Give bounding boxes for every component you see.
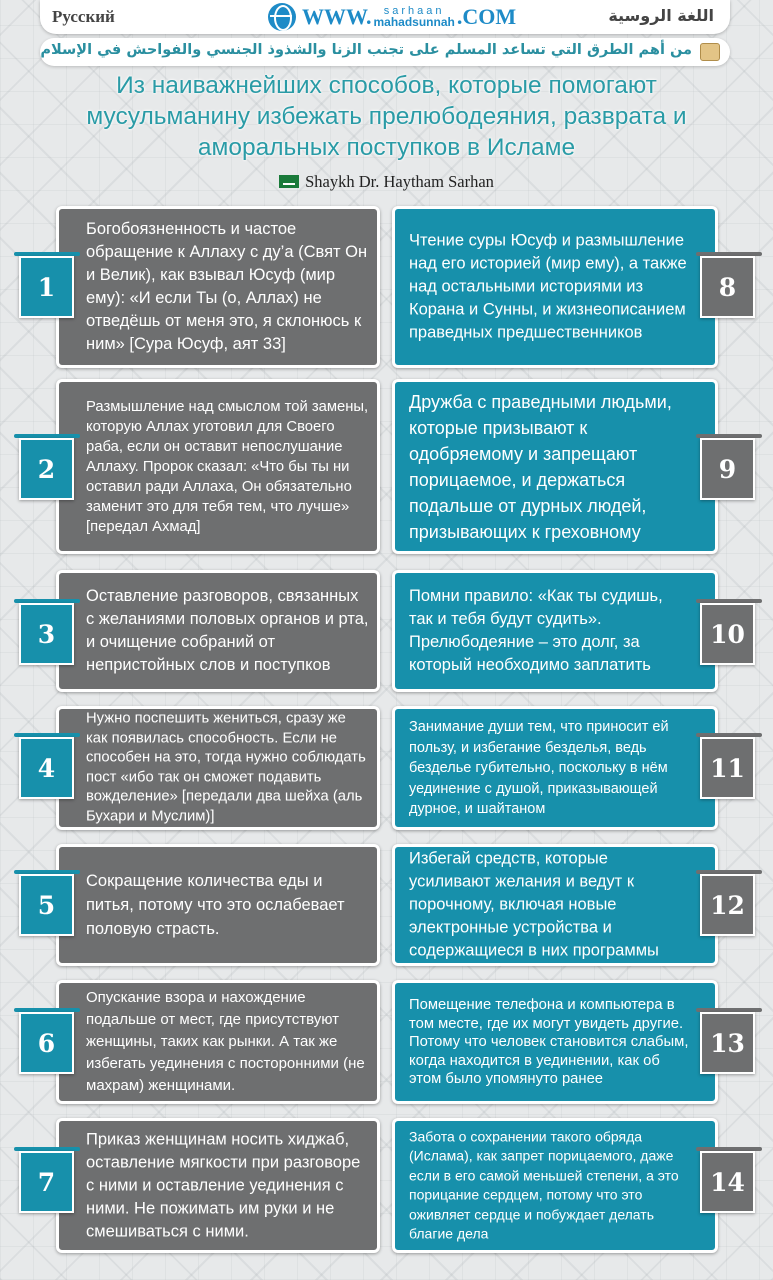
tip-number-10: 10 xyxy=(700,603,755,665)
tip-card-14 xyxy=(392,1118,718,1253)
arabic-title: من أهم الطرق التي تساعد المسلم على تجنب الزنا والشذوذ الجنسي والفواحش في الإسلام xyxy=(40,42,692,58)
tip-number-13: 13 xyxy=(700,1012,755,1074)
top-bar xyxy=(40,0,730,34)
tip-text-4: Нужно поспешить жениться, сразу же как появилась способность. Если не способен на это, тогда нужно соблюдать пост «ибо так он сможет подавить вожделение» [передали два шейха (аль Бухари и Муслим)] xyxy=(86,710,366,824)
tip-number-4: 4 xyxy=(19,737,74,799)
tip-number-14: 14 xyxy=(700,1151,755,1213)
logo-www: WWW. xyxy=(302,4,372,29)
tip-card-8 xyxy=(392,206,718,368)
saudi-flag-icon xyxy=(279,175,299,188)
tip-card-4 xyxy=(56,706,380,830)
tip-card-11 xyxy=(392,706,718,830)
author-name: Shaykh Dr. Haytham Sarhan xyxy=(305,172,494,191)
tip-number-2: 2 xyxy=(19,438,74,500)
tip-number-5: 5 xyxy=(19,874,74,936)
arabic-title-bar xyxy=(40,38,730,66)
tip-card-10 xyxy=(392,570,718,692)
tip-text-12: Избегай средств, которые усиливают желания и ведут к порочному, включая новые электронные устройства и содержащиеся в них программы xyxy=(409,849,659,960)
tip-text-8: Чтение суры Юсуф и размышление над его историей (мир ему), а также над остальными историями из Корана и Сунны, и жизнеописанием праведных предшественников xyxy=(409,231,687,342)
language-label-arabic[interactable]: اللغة الروسية xyxy=(608,6,714,25)
tip-number-8: 8 xyxy=(700,256,755,318)
site-logo[interactable] xyxy=(268,2,516,32)
tip-text-6: Опускание взора и нахождение подальше от мест, где присутствуют женщины, таких как рынки. А так же избегать уединения с посторонними (не махрам) женщинами. xyxy=(86,989,365,1094)
logo-com: .COM xyxy=(456,4,517,29)
language-label-russian[interactable]: Русский xyxy=(52,7,115,26)
tip-text-11: Занимание души тем, что приносит ей пользу, и избегание безделья, ведь безделье губительно, поскольку в нём уединение с душой, приказывающей дурное, и шайтаном xyxy=(409,718,669,817)
tip-number-1: 1 xyxy=(19,256,74,318)
tip-card-7 xyxy=(56,1118,380,1253)
tip-text-10: Помни правило: «Как ты судишь, так и тебя будут судить». Прелюбодеяние – это долг, за который необходимо заплатить xyxy=(409,587,663,674)
tip-card-5 xyxy=(56,844,380,966)
tip-number-7: 7 xyxy=(19,1151,74,1213)
tip-number-9: 9 xyxy=(700,438,755,500)
tip-text-13: Помещение телефона и компьютера в том месте, где их могут увидеть другие. Потому что человек становится слабым, когда находится в уединении, как об этом было упомянуто ранее xyxy=(409,996,689,1087)
author-line xyxy=(0,172,773,192)
tip-card-12 xyxy=(392,844,718,966)
tip-number-6: 6 xyxy=(19,1012,74,1074)
tip-card-2 xyxy=(56,379,380,554)
tip-card-3 xyxy=(56,570,380,692)
tip-text-9: Дружба с праведными людьми, которые призывают к одобряемому и запрещают порицаемое, и держаться подальше от дурных людей, призывающих к греховному xyxy=(409,391,672,542)
logo-sarhaan: sarhaan xyxy=(383,5,445,17)
scroll-icon xyxy=(700,43,720,61)
logo-names xyxy=(373,6,454,28)
tip-text-2: Размышление над смыслом той замены, которую Аллах уготовил для Своего раба, если он оставит непослушание Аллаху. Пророк сказал: «Что бы ты ни оставил ради Аллаха, Он обязательно заменит это для тебя тем, что лучше» [передал Ахмад] xyxy=(86,398,369,535)
tip-card-1 xyxy=(56,206,380,368)
tip-text-14: Забота о сохранении такого обряда (Ислама), как запрет порицаемого, даже если в его самой меньшей степени, а это порицание сердцем, потому что это оживляет сердце и побуждает делать благие дела xyxy=(409,1128,679,1242)
tip-text-7: Приказ женщинам носить хиджаб, оставление мягкости при разговоре с ними и оставление уединения с ними. Не пожимать им руки и не смешиваться с ними. xyxy=(86,1130,361,1240)
tip-card-9 xyxy=(392,379,718,554)
page-title: Из наиважнейших способов, которые помогают мусульманину избежать прелюбодеяния, разврата и аморальных поступков в Исламе xyxy=(86,72,687,161)
tip-number-12: 12 xyxy=(700,874,755,936)
tip-text-5: Сокращение количества еды и питья, потому что это ослабевает половую страсть. xyxy=(86,872,345,938)
tip-number-11: 11 xyxy=(700,737,755,799)
tip-text-1: Богобоязненность и частое обращение к Аллаху с ду’а (Свят Он и Велик), как взывал Юсуф (мир ему): «И если Ты (о, Аллах) не отведёшь от меня это, я склонюсь к ним» [Сура Юсуф, аят 33] xyxy=(86,220,368,353)
tip-card-13 xyxy=(392,980,718,1104)
tip-card-6 xyxy=(56,980,380,1104)
tip-number-3: 3 xyxy=(19,603,74,665)
tip-text-3: Оставление разговоров, связанных с желаниями половых органов и рта, и очищение собраний от непристойных слов и поступков xyxy=(86,587,369,674)
globe-icon xyxy=(268,3,296,31)
logo-mahadsunnah: mahadsunnah xyxy=(373,15,455,29)
